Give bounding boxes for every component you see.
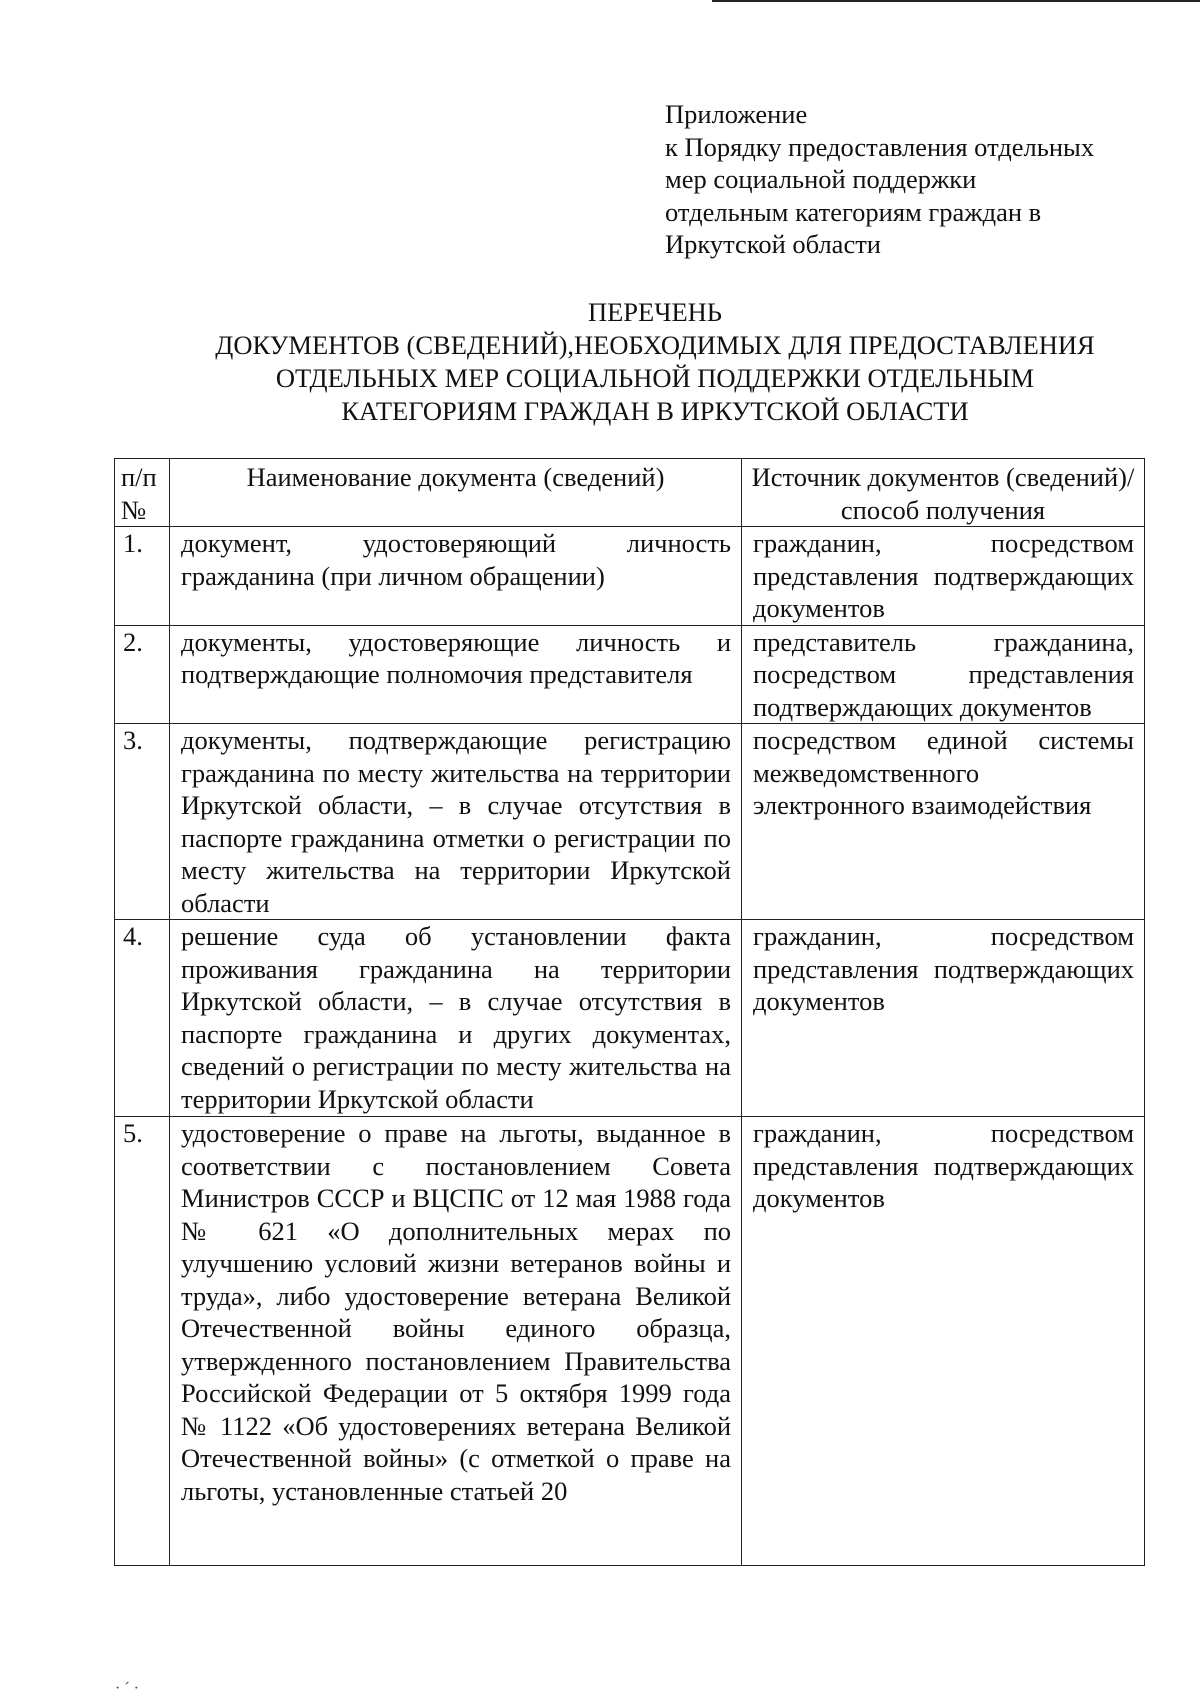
row-source: посредством единой системы межведомственного электронного взаимодействия <box>742 724 1145 920</box>
document-title <box>110 296 1200 428</box>
scan-artifact: · ´ · <box>115 1680 139 1697</box>
table-row <box>115 625 1145 724</box>
row-document-name: документы, подтверждающие регистрацию гражданина по месту жительства на территории Иркутской области, – в случае отсутствия в паспорте гражданина отметки о регистрации по месту жительства на территории Иркутской области <box>170 724 742 920</box>
header-num: п/п № <box>115 459 170 527</box>
row-num: 1. <box>115 527 170 626</box>
title-line: ПЕРЕЧЕНЬ <box>587 297 722 327</box>
annex-block <box>665 98 1165 261</box>
title-line: ОТДЕЛЬНЫХ МЕР СОЦИАЛЬНОЙ ПОДДЕРЖКИ ОТДЕЛЬНЫМ <box>275 363 1035 393</box>
annex-line: отдельным категориям граждан в <box>665 196 1042 227</box>
annex-line: мер социальной поддержки <box>665 164 977 194</box>
header-source: Источник документов (сведений)/способ получения <box>742 459 1145 527</box>
row-num: 5. <box>115 1117 170 1566</box>
row-num: 4. <box>115 920 170 1117</box>
table-row <box>115 724 1145 920</box>
annex-line: к Порядку предоставления отдельных <box>665 131 1095 162</box>
annex-line: Приложение <box>665 99 808 129</box>
title-line: ДОКУМЕНТОВ (СВЕДЕНИЙ),НЕОБХОДИМЫХ ДЛЯ ПРЕДОСТАВЛЕНИЯ <box>215 330 1095 360</box>
row-document-name: документ, удостоверяющий личность гражданина (при личном обращении) <box>170 527 742 626</box>
table-row <box>115 527 1145 626</box>
row-source: гражданин, посредством представления подтверждающих документов <box>742 920 1145 1117</box>
top-border-line <box>712 0 1200 2</box>
header-name: Наименование документа (сведений) <box>170 459 742 527</box>
table-header-row <box>115 459 1145 527</box>
row-num: 2. <box>115 625 170 724</box>
row-source: гражданин, посредством представления подтверждающих документов <box>742 527 1145 626</box>
row-document-name <box>170 1117 742 1566</box>
row-num: 3. <box>115 724 170 920</box>
row-document-name: документы, удостоверяющие личность и подтверждающие полномочия представителя <box>170 625 742 724</box>
row-source: гражданин, посредством представления подтверждающих документов <box>742 1117 1145 1566</box>
row-document-name-text: удостоверение о праве на льготы, выданное в соответствии с постановлением Совета Министров СССР и ВЦСПС от 12 мая 1988 года № 621 «О дополнительных мерах по улучшению условий жизни ветеранов войны и труда», либо удостоверение ветерана Великой Отечественной войны единого образца, утвержденного постановлением Правительства Российской Федерации от 5 октября 1999 года № 1122 «Об удостоверениях ветерана Великой Отечественной войны» (с отметкой о праве на льготы, установленные статьей 20 <box>181 1118 731 1506</box>
row-document-name: решение суда об установлении факта проживания гражданина на территории Иркутской области, – в случае отсутствия в паспорте гражданина и других документах, сведений о регистрации по месту жительства на территории Иркутской области <box>170 920 742 1117</box>
documents-table <box>114 458 1145 1566</box>
table-row <box>115 1117 1145 1566</box>
row-source: представитель гражданина, посредством представления подтверждающих документов <box>742 625 1145 724</box>
annex-line: Иркутской области <box>665 229 881 259</box>
table-row <box>115 920 1145 1117</box>
title-line: КАТЕГОРИЯМ ГРАЖДАН В ИРКУТСКОЙ ОБЛАСТИ <box>341 396 969 426</box>
